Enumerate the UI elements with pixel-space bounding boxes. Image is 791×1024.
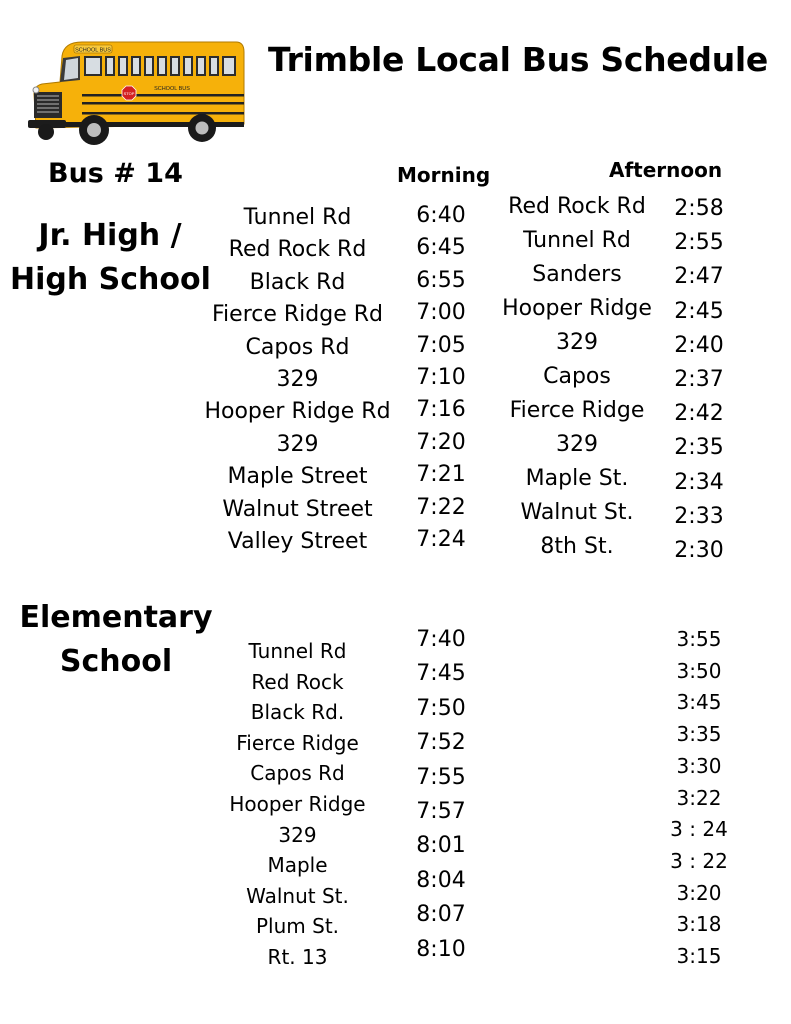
stop-time: 8:01 — [416, 833, 466, 859]
stop-name: Fierce Ridge — [509, 398, 645, 423]
stop-time: 3:15 — [676, 944, 722, 969]
stop-time: 7:00 — [416, 300, 466, 326]
stop-name: Fierce Ridge Rd — [212, 302, 383, 328]
stop-time: 7:57 — [416, 799, 466, 825]
stop-time: 2:55 — [674, 230, 724, 256]
stop-name: Walnut St. — [246, 883, 349, 908]
stop-time: 7:20 — [416, 429, 466, 455]
stop-time: 7:10 — [416, 365, 466, 391]
elementary-stops — [200, 636, 395, 973]
stop-name: 8th St. — [540, 534, 614, 559]
elementary-label-line1: Elementary — [19, 600, 213, 635]
high-school-morning-times — [400, 200, 482, 556]
stop-name: Capos Rd — [250, 761, 345, 786]
stop-name: Red Rock Rd — [508, 194, 646, 219]
bus-number: Bus # 14 — [48, 158, 183, 189]
stop-name: Tunnel Rd — [243, 205, 352, 230]
elementary-afternoon-times — [660, 624, 738, 973]
stop-name: Maple Street — [227, 464, 368, 490]
stop-time: 3:50 — [676, 658, 722, 683]
school-bus-image — [22, 36, 248, 154]
high-school-label-line1: Jr. High / — [38, 218, 182, 253]
stop-time: 3:45 — [676, 690, 722, 715]
stop-name: Red Rock Rd — [228, 237, 367, 263]
afternoon-header: Afternoon — [609, 158, 723, 182]
bus-roof-text: SCHOOL BUS — [75, 47, 111, 54]
stop-name: Capos Rd — [245, 334, 350, 360]
stop-name: Hooper Ridge — [229, 791, 366, 816]
page-title: Trimble Local Bus Schedule — [268, 40, 768, 79]
stop-time: 2:37 — [674, 367, 724, 393]
stop-name: Fierce Ridge — [236, 730, 359, 755]
stop-time: 2:58 — [674, 196, 724, 221]
stop-time: 3:18 — [676, 912, 722, 937]
high-school-label-line2: High School — [10, 262, 211, 297]
stop-time: 6:55 — [416, 267, 466, 293]
stop-time: 2:35 — [674, 435, 724, 461]
stop-name: 329 — [556, 432, 598, 457]
stop-time: 3:55 — [676, 627, 722, 651]
stop-name: 329 — [276, 367, 319, 393]
stop-name: Tunnel Rd — [248, 639, 347, 663]
elementary-label — [16, 596, 216, 684]
bus-stop-text: STOP — [123, 91, 135, 96]
stop-name: Capos — [543, 364, 611, 389]
stop-name: Walnut St. — [520, 500, 634, 525]
high-school-afternoon-stops — [492, 190, 662, 564]
stop-time: 7:55 — [416, 764, 466, 790]
stop-time: 7:50 — [416, 695, 466, 721]
stop-time: 3:20 — [676, 880, 722, 905]
stop-name: 329 — [556, 330, 598, 355]
elementary-morning-times — [400, 623, 482, 967]
stop-time: 2:45 — [674, 298, 724, 324]
bus-side-text: SCHOOL BUS — [154, 86, 190, 92]
stop-time: 7:40 — [416, 627, 466, 652]
stop-name: 329 — [278, 822, 317, 847]
stop-name: Plum St. — [255, 914, 340, 939]
stop-time: 2:42 — [674, 401, 724, 427]
stop-time: 2:47 — [674, 264, 724, 290]
stop-time: 2:34 — [674, 469, 724, 495]
stop-name: Red Rock — [251, 669, 344, 694]
stop-time: 6:40 — [416, 203, 466, 228]
stop-name: Valley Street — [227, 529, 368, 555]
elementary-label-line2: School — [59, 644, 173, 679]
stop-time: 7:16 — [416, 397, 466, 423]
stop-name: 329 — [276, 431, 319, 457]
stop-name: Maple St. — [525, 466, 629, 491]
stop-time: 3:22 — [676, 785, 722, 810]
stop-time: 7:45 — [416, 661, 466, 687]
stop-time: 7:22 — [416, 494, 466, 520]
stop-time: 7:52 — [416, 730, 466, 756]
stop-time: 3:35 — [676, 722, 722, 747]
high-school-label — [10, 214, 210, 302]
stop-time: 8:07 — [416, 902, 466, 928]
stop-name: Black Rd — [249, 269, 346, 295]
high-school-morning-stops — [195, 202, 400, 558]
stop-name: Rt. 13 — [267, 944, 328, 969]
stop-time: 3 : 24 — [670, 817, 728, 842]
stop-name: Hooper Ridge Rd — [204, 399, 391, 425]
stop-name: Hooper Ridge — [502, 296, 652, 321]
stop-name: Sanders — [532, 262, 622, 287]
stop-time: 3:30 — [676, 753, 722, 778]
stop-time: 2:33 — [674, 503, 724, 529]
stop-time: 8:10 — [416, 936, 466, 962]
stop-time: 2:30 — [674, 538, 724, 564]
stop-time: 7:05 — [416, 332, 466, 358]
morning-header: Morning — [397, 163, 491, 187]
high-school-afternoon-times — [662, 192, 736, 568]
stop-name: Maple — [267, 853, 328, 878]
stop-time: 8:04 — [416, 867, 466, 893]
stop-time: 6:45 — [416, 235, 466, 261]
stop-time: 7:24 — [416, 527, 466, 553]
stop-name: Black Rd. — [250, 700, 345, 725]
stop-name: Walnut Street — [222, 496, 373, 522]
stop-time: 3 : 22 — [670, 848, 728, 873]
stop-name: Tunnel Rd — [523, 228, 631, 253]
stop-time: 2:40 — [674, 332, 724, 358]
stop-time: 7:21 — [416, 462, 466, 488]
